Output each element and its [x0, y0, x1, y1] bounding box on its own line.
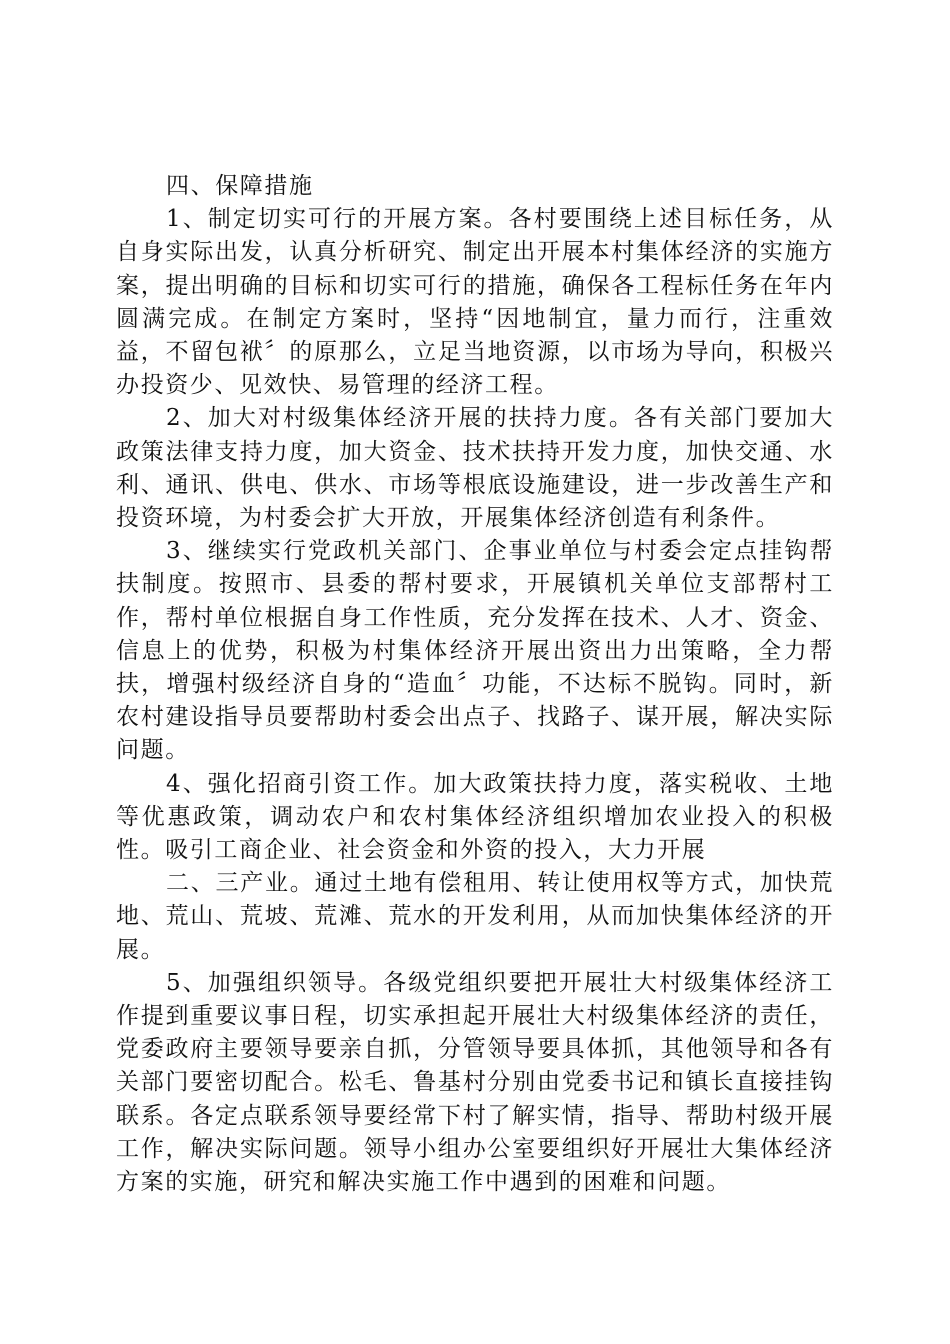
paragraph-4-continued: 二、三产业。通过土地有偿租用、转让使用权等方式，加快荒地、荒山、荒坡、荒滩、荒水的开发利用，从而加快集体经济的开展。	[116, 870, 834, 963]
section-heading: 四、保障措施	[166, 173, 314, 199]
paragraph-3: 3、继续实行党政机关部门、企事业单位与村委会定点挂钩帮扶制度。按照市、县委的帮村要求，开展镇机关单位支部帮村工作，帮村单位根据自身工作性质，充分发挥在技术、人才、资金、信息上的优势，积极为村集体经济开展出资出力出策略，全力帮扶，增强村级经济自身的“造血〞功能，不达标不脱钩。同时，新农村建设指导员要帮助村委会出点子、找路子、谋开展，解决实际问题。	[116, 538, 834, 764]
paragraph-5: 5、加强组织领导。各级党组织要把开展壮大村级集体经济工作提到重要议事日程，切实承担起开展壮大村级集体经济的责任，党委政府主要领导要亲自抓，分管领导要具体抓，其他领导和各有关部门要密切配合。松毛、鲁基村分别由党委书记和镇长直接挂钩联系。各定点联系领导要经常下村了解实情，指导、帮助村级开展工作，解决实际问题。领导小组办公室要组织好开展壮大集体经济方案的实施，研究和解决实施工作中遇到的困难和问题。	[116, 969, 834, 1196]
paragraph-4: 4、强化招商引资工作。加大政策扶持力度，落实税收、土地等优惠政策，调动农户和农村集体经济组织增加农业投入的积极性。吸引工商企业、社会资金和外资的投入，大力开展	[116, 770, 834, 864]
document-body	[116, 170, 834, 1199]
paragraph-2: 2、加大对村级集体经济开展的扶持力度。各有关部门要加大政策法律支持力度，加大资金、技术扶持开发力度，加快交通、水利、通讯、供电、供水、市场等根底设施建设，进一步改善生产和投资环境，为村委会扩大开放，开展集体经济创造有利条件。	[116, 405, 834, 532]
paragraph-1: 1、制定切实可行的开展方案。各村要围绕上述目标任务，从自身实际出发，认真分析研究、制定出开展本村集体经济的实施方案，提出明确的目标和切实可行的措施，确保各工程标任务在年内圆满完成。在制定方案时，坚持“因地制宜，量力而行，注重效益，不留包袱〞的原那么，立足当地资源，以市场为导向，积极兴办投资少、见效快、易管理的经济工程。	[116, 206, 834, 399]
